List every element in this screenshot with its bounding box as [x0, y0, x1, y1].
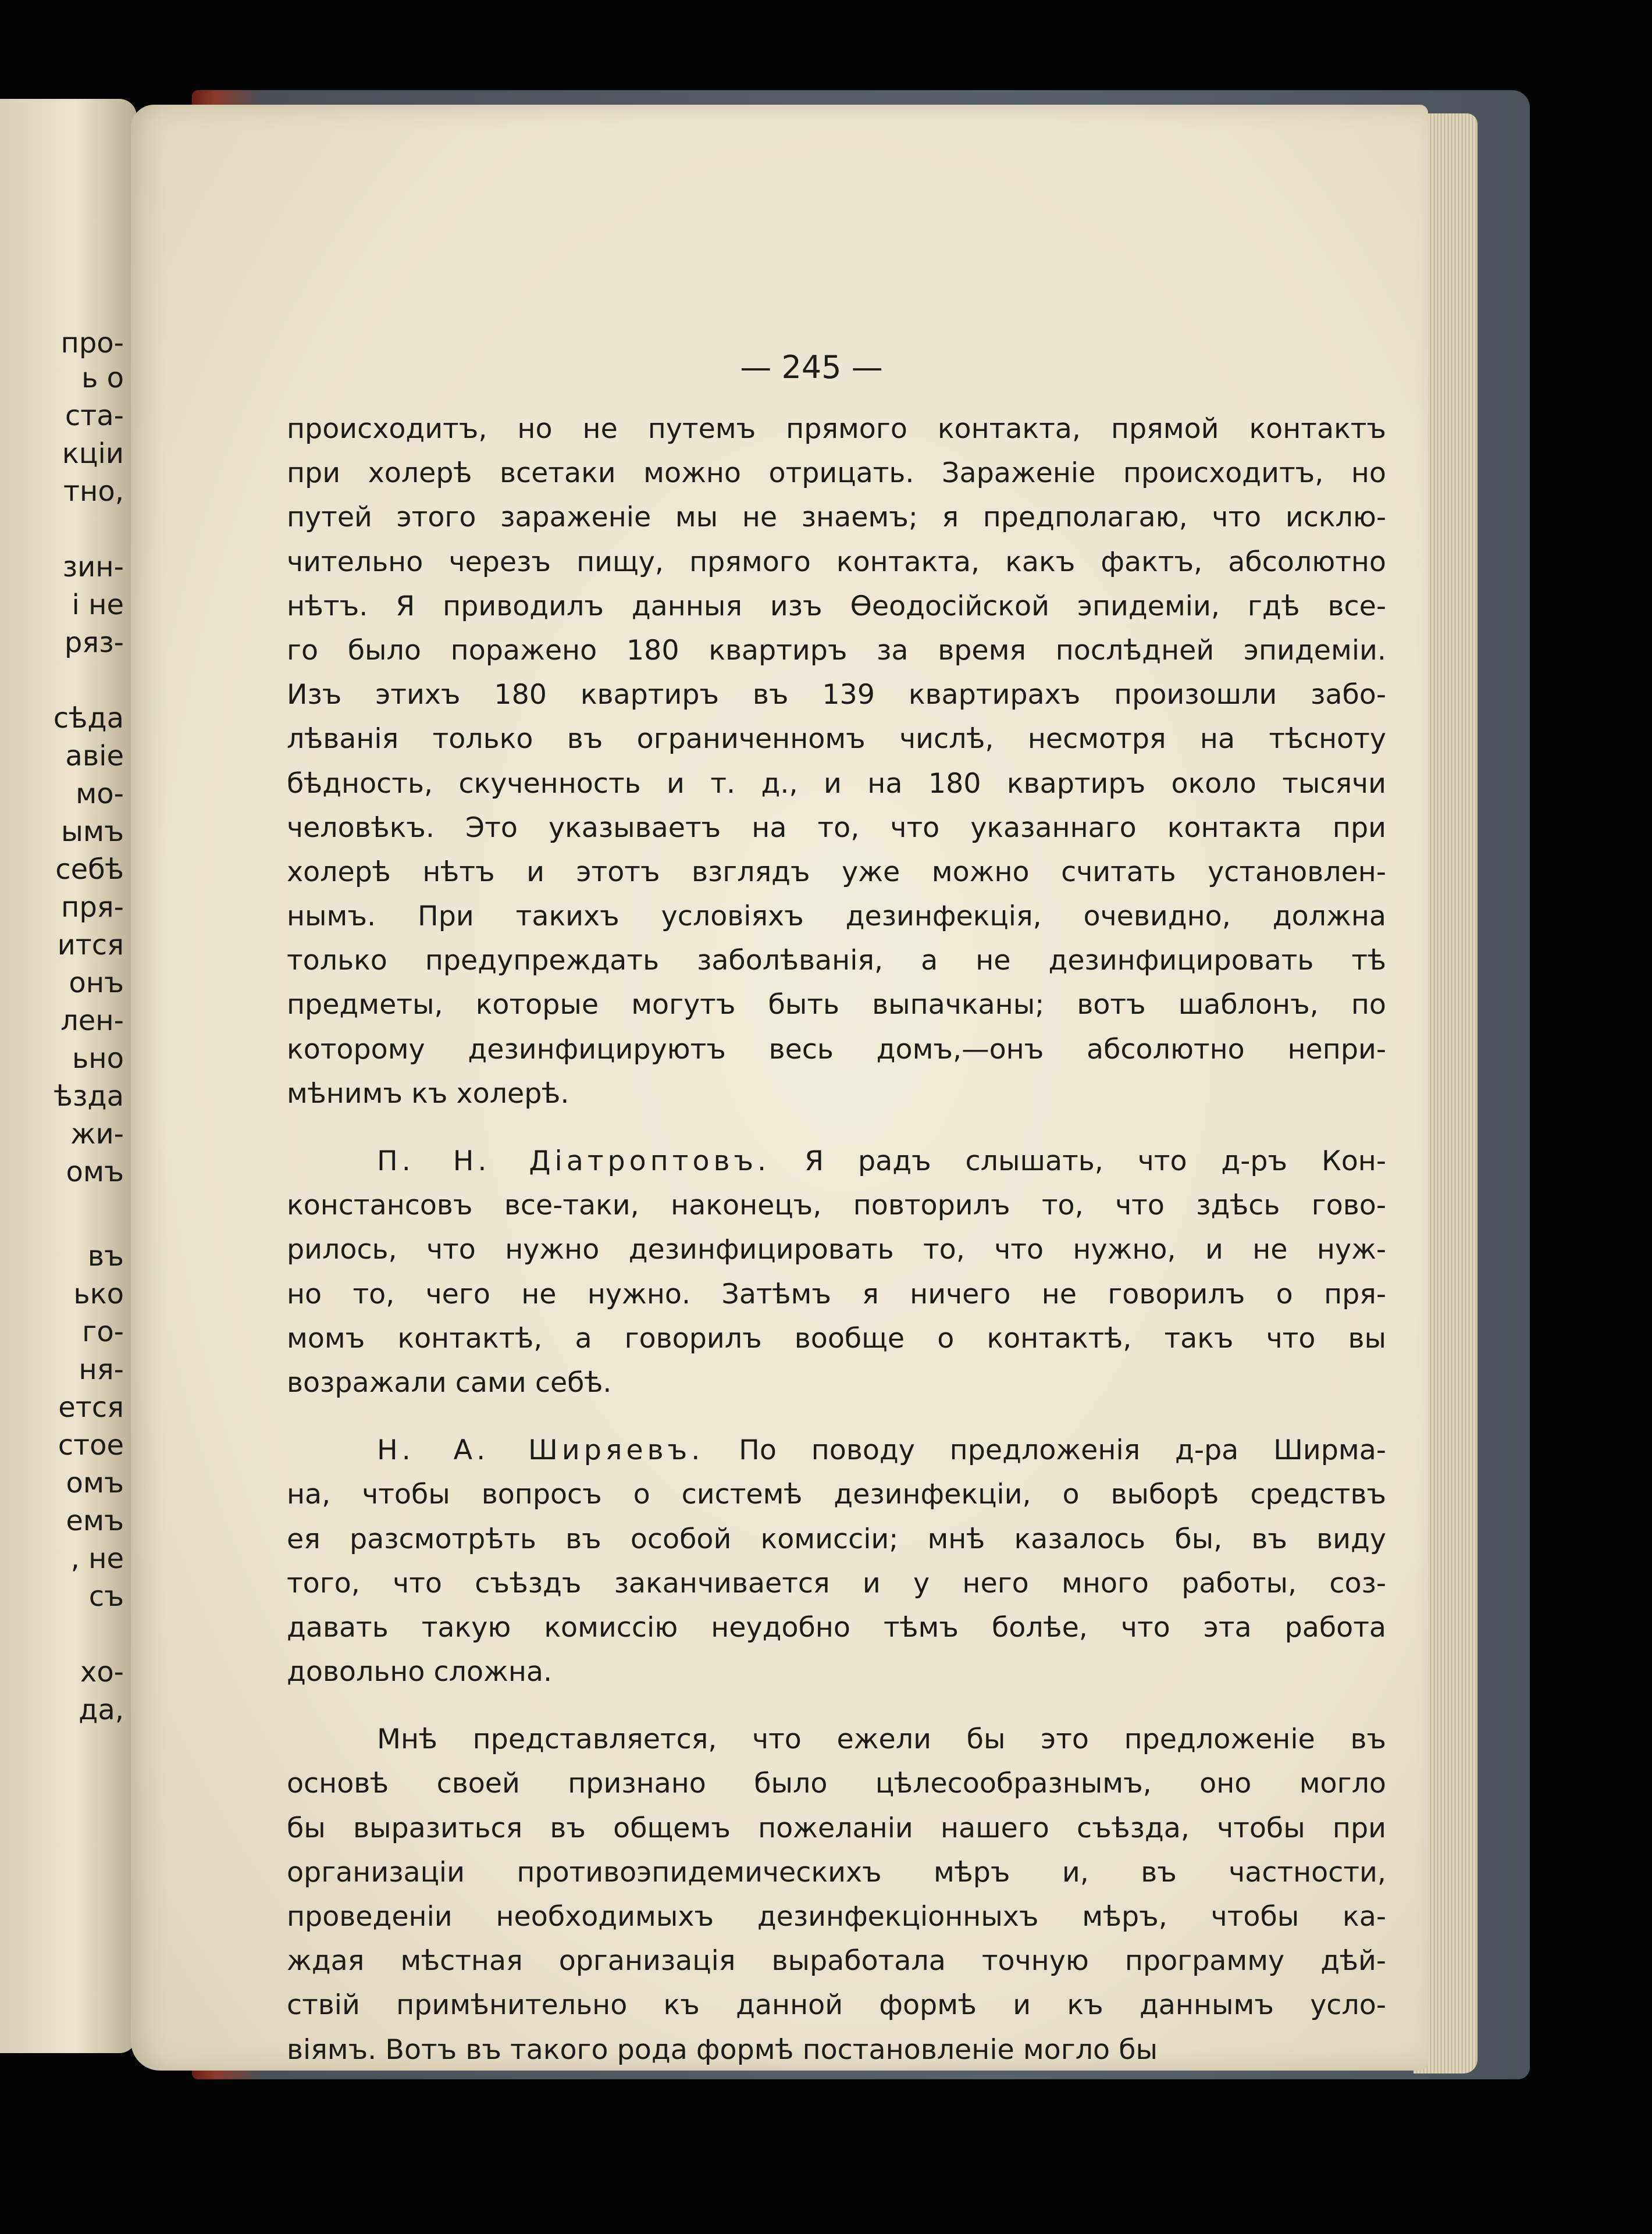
- left-page-fragment: ѣзда: [54, 1080, 124, 1113]
- text-line: [287, 585, 1386, 629]
- text-line: [287, 1606, 1386, 1650]
- left-page-fragment: авіе: [65, 740, 124, 772]
- line-text: Мнѣ представляется, что ежели бы это предложеніе въ: [377, 1723, 1386, 1756]
- left-page-fragment: ьно: [72, 1042, 124, 1075]
- line-text: бы выразиться въ общемъ пожеланіи нашего съѣзда, чтобы при: [287, 1812, 1386, 1844]
- line-text: только предупреждать заболѣванія, а не дезинфицировать тѣ: [287, 945, 1386, 977]
- line-text: Я радъ слышать, что д-ръ Кон-: [804, 1145, 1386, 1177]
- text-line: [287, 1718, 1386, 1762]
- text-line: [287, 895, 1386, 939]
- text-line: [287, 407, 1386, 451]
- line-text: довольно сложна.: [287, 1656, 553, 1688]
- paragraph-gap: [287, 1405, 1386, 1428]
- left-page-fragment: го-: [82, 1316, 124, 1348]
- left-page-fragment: емъ: [66, 1505, 124, 1537]
- line-text: при холерѣ всетаки можно отрицать. Зараженіе происходитъ, но: [287, 457, 1386, 490]
- line-text: но то, чего не нужно. Затѣмъ я ничего не говорилъ о пря-: [287, 1278, 1386, 1310]
- line-text: происходитъ, но не путемъ прямого контакта, прямой контактъ: [287, 413, 1386, 445]
- left-page-fragment: въ: [87, 1240, 124, 1273]
- page-body: [287, 407, 1386, 2072]
- text-line: [287, 1273, 1386, 1317]
- line-text: мѣнимъ къ холерѣ.: [287, 1077, 569, 1110]
- text-line: [287, 451, 1386, 496]
- text-line: [287, 1139, 1386, 1184]
- line-text: проведеніи необходимыхъ дезинфекціонныхъ мѣръ, чтобы ка-: [287, 1901, 1386, 1933]
- line-text: лѣванія только въ ограниченномъ числѣ, несмотря на тѣсноту: [287, 723, 1386, 756]
- left-page-fragment: , не: [70, 1542, 124, 1575]
- left-page-fragment: лен-: [60, 1004, 124, 1037]
- left-page-fragment: омъ: [66, 1156, 124, 1188]
- text-line: [287, 1807, 1386, 1851]
- text-line: [287, 1517, 1386, 1562]
- line-text: организаціи противоэпидемическихъ мѣръ и, въ частности,: [287, 1856, 1386, 1889]
- text-line: [287, 806, 1386, 850]
- speaker-name: Н. А. Ширяевъ.: [377, 1434, 704, 1467]
- left-page-fragment: хо-: [80, 1656, 124, 1688]
- line-text: которому дезинфицируютъ весь домъ,—онъ абсолютно непри-: [287, 1033, 1386, 1066]
- line-text: ждая мѣстная организація выработала точную программу дѣй-: [287, 1945, 1386, 1978]
- text-line: [287, 1895, 1386, 1939]
- left-page-fragment: пря-: [60, 891, 124, 924]
- paragraph: [287, 407, 1386, 1116]
- text-line: [287, 762, 1386, 806]
- text-line: [287, 850, 1386, 895]
- line-text: По поводу предложенія д-ра Ширма-: [739, 1434, 1386, 1467]
- line-text: констансовъ все-таки, наконецъ, повторилъ то, что здѣсь гово-: [287, 1189, 1386, 1222]
- left-page-fragment: себѣ: [55, 853, 124, 886]
- left-page-fragment: кціи: [62, 437, 124, 470]
- left-page-fragment: омъ: [66, 1467, 124, 1499]
- left-page-fragment: ымъ: [60, 815, 124, 848]
- paragraph-gap: [287, 1694, 1386, 1718]
- left-page-fragment: ится: [57, 929, 124, 961]
- left-page-fragment: жи-: [70, 1118, 124, 1150]
- left-page-fragment: ня-: [79, 1353, 124, 1386]
- line-text: путей этого зараженіе мы не знаемъ; я предполагаю, что исклю-: [287, 501, 1386, 534]
- left-page-fragment: стое: [58, 1429, 124, 1462]
- text-line: [287, 983, 1386, 1027]
- line-text: предметы, которые могутъ быть выпачканы; вотъ шаблонъ, по: [287, 989, 1386, 1021]
- left-page-fragment: ь о: [81, 362, 124, 394]
- left-page-fragment: ько: [73, 1278, 124, 1310]
- text-line: [287, 1762, 1386, 1806]
- text-line: [287, 1317, 1386, 1361]
- line-text: холерѣ нѣтъ и этотъ взглядъ уже можно считать установлен-: [287, 856, 1386, 888]
- line-text: человѣкъ. Это указываетъ на то, что указаннаго контакта при: [287, 811, 1386, 844]
- left-page-fragment: сѣда: [53, 702, 124, 735]
- line-text: нымъ. При такихъ условіяхъ дезинфекція, очевидно, должна: [287, 900, 1386, 933]
- paragraph: [287, 1139, 1386, 1405]
- text-line: [287, 1028, 1386, 1072]
- line-text: основѣ своей признано было цѣлесообразнымъ, оно могло: [287, 1768, 1386, 1800]
- line-text: возражали сами себѣ.: [287, 1366, 612, 1399]
- left-page-fragment: ется: [58, 1391, 124, 1424]
- left-page-fragment: съ: [88, 1580, 124, 1613]
- text-line: [287, 939, 1386, 983]
- text-line: [287, 1361, 1386, 1405]
- left-page-fragment: мо-: [76, 778, 124, 810]
- left-page-fragment: да,: [79, 1694, 124, 1726]
- left-page-fragment: і не: [72, 589, 124, 621]
- line-text: того, что съѣздъ заканчивается и у него много работы, соз-: [287, 1567, 1386, 1599]
- line-text: бѣдность, скученность и т. д., и на 180 квартиръ около тысячи: [287, 767, 1386, 800]
- speaker-name: П. Н. Діатроптовъ.: [377, 1145, 771, 1177]
- line-text: ея разсмотрѣть въ особой комиссіи; мнѣ казалось бы, въ виду: [287, 1523, 1386, 1555]
- line-text: чительно черезъ пищу, прямого контакта, какъ фактъ, абсолютно: [287, 546, 1386, 578]
- paragraph-gap: [287, 1116, 1386, 1139]
- left-page-fragment: зин-: [62, 551, 124, 583]
- text-line: [287, 1650, 1386, 1694]
- left-page-fragment: ряз-: [64, 626, 124, 659]
- line-text: момъ контактѣ, а говорилъ вообще о контактѣ, такъ что вы: [287, 1322, 1386, 1355]
- paragraph: [287, 1428, 1386, 1694]
- text-line: [287, 2028, 1386, 2072]
- left-page-fragment: про-: [60, 327, 124, 359]
- line-text: го было поражено 180 квартиръ за время послѣдней эпидеміи.: [287, 634, 1386, 667]
- text-line: [287, 1473, 1386, 1517]
- paragraph: [287, 1718, 1386, 2072]
- text-line: [287, 1184, 1386, 1228]
- left-page-edge: [0, 99, 137, 2053]
- text-line: [287, 1072, 1386, 1116]
- text-line: [287, 1939, 1386, 1983]
- text-line: [287, 1562, 1386, 1606]
- line-text: рилось, что нужно дезинфицировать то, что нужно, и не нуж-: [287, 1234, 1386, 1266]
- text-line: [287, 1983, 1386, 2028]
- left-page-fragment: ста-: [65, 400, 124, 432]
- left-page-fragment: тно,: [63, 475, 124, 508]
- line-text: віямъ. Вотъ въ такого рода формѣ постановленіе могло бы: [287, 2033, 1158, 2066]
- line-text: давать такую комиссію неудобно тѣмъ болѣе, что эта работа: [287, 1611, 1386, 1644]
- text-line: [287, 629, 1386, 673]
- text-line: [287, 496, 1386, 540]
- line-text: на, чтобы вопросъ о системѣ дезинфекціи, о выборѣ средствъ: [287, 1478, 1386, 1511]
- text-line: [287, 717, 1386, 761]
- text-line: [287, 1228, 1386, 1272]
- page-number: — 245 —: [740, 349, 883, 386]
- text-line: [287, 540, 1386, 585]
- text-line: [287, 673, 1386, 717]
- text-line: [287, 1428, 1386, 1473]
- line-text: Изъ этихъ 180 квартиръ въ 139 квартирахъ произошли забо-: [287, 679, 1386, 711]
- left-page-fragment: онъ: [69, 967, 124, 999]
- line-text: нѣтъ. Я приводилъ данныя изъ Ѳеодосійской эпидеміи, гдѣ все-: [287, 590, 1386, 622]
- text-line: [287, 1851, 1386, 1895]
- book-page: [131, 105, 1428, 2071]
- line-text: ствій примѣнительно къ данной формѣ и къ даннымъ усло-: [287, 1989, 1386, 2022]
